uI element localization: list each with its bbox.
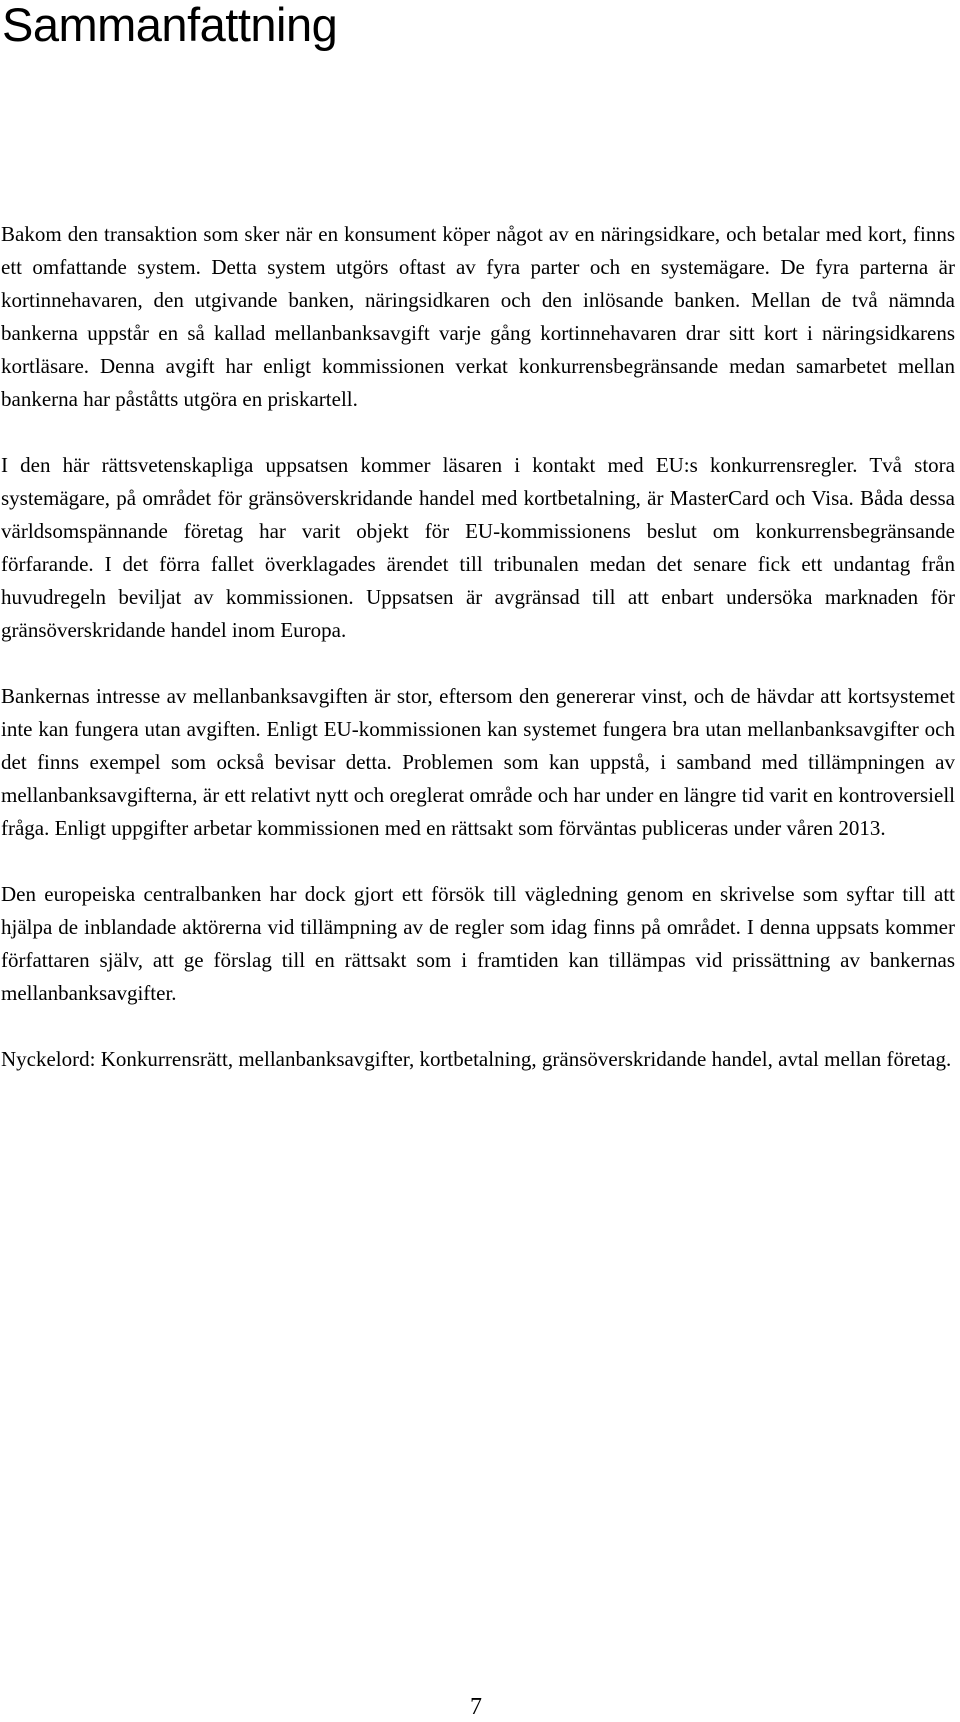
paragraph-scope: I den här rättsvetenskapliga uppsatsen kommer läsaren i kontakt med EU:s konkurrensregler. Två stora systemägare, på området för gränsöverskridande handel med kortbetalning, är MasterCard och Visa. Båda dessa världsomspännande företag har varit objekt för EU-kommissionens beslut om konkurrensbegränsande förfarande. I det förra fallet överklagades ärendet till tribunalen medan det senare fick ett undantag från huvudregeln beviljat av kommissionen. Uppsatsen är avgränsad till att enbart undersöka marknaden för gränsöverskridande handel inom Europa. bbox=[1, 453, 955, 642]
paragraph-keywords: Nyckelord: Konkurrensrätt, mellanbanksavgifter, kortbetalning, gränsöverskridande handel, avtal mellan företag. bbox=[1, 1047, 952, 1071]
document-body bbox=[1, 218, 955, 1076]
page-number: 7 bbox=[470, 1694, 482, 1720]
paragraph-ecb-guidance: Den europeiska centralbanken har dock gjort ett försök till vägledning genom en skrivelse som syftar till att hjälpa de inblandade aktörerna vid tillämpning av de regler som idag finns på området. I denna uppsats kommer författaren själv, att ge förslag till en rättsakt som i framtiden kan tillämpas vid prissättning av bankernas mellanbanksavgifter. bbox=[1, 882, 955, 1005]
page-title: Sammanfattning bbox=[2, 0, 338, 51]
paragraph-background: Bakom den transaktion som sker när en konsument köper något av en näringsidkare, och betalar med kort, finns ett omfattande system. Detta system utgörs oftast av fyra parter och en systemägare. De fyra parterna är kortinnehavaren, den utgivande banken, näringsidkaren och den inlösande banken. Mellan de två nämnda bankerna uppstår en så kallad mellanbanksavgift varje gång kortinnehavaren drar sitt kort i näringsidkarens kortläsare. Denna avgift har enligt kommissionen verkat konkurrensbegränsande medan samarbetet mellan bankerna har påståtts utgöra en priskartell. bbox=[1, 222, 955, 411]
paragraph-banks-interest: Bankernas intresse av mellanbanksavgiften är stor, eftersom den genererar vinst, och de hävdar att kortsystemet inte kan fungera utan avgiften. Enligt EU-kommissionen kan systemet fungera bra utan mellanbanksavgifter och det finns exempel som också bevisar detta. Problemen som kan uppstå, i samband med tillämpningen av mellanbanksavgifterna, är ett relativt nytt och oreglerat område och har under en längre tid varit en kontroversiell fråga. Enligt uppgifter arbetar kommissionen med en rättsakt som förväntas publiceras under våren 2013. bbox=[1, 684, 955, 840]
